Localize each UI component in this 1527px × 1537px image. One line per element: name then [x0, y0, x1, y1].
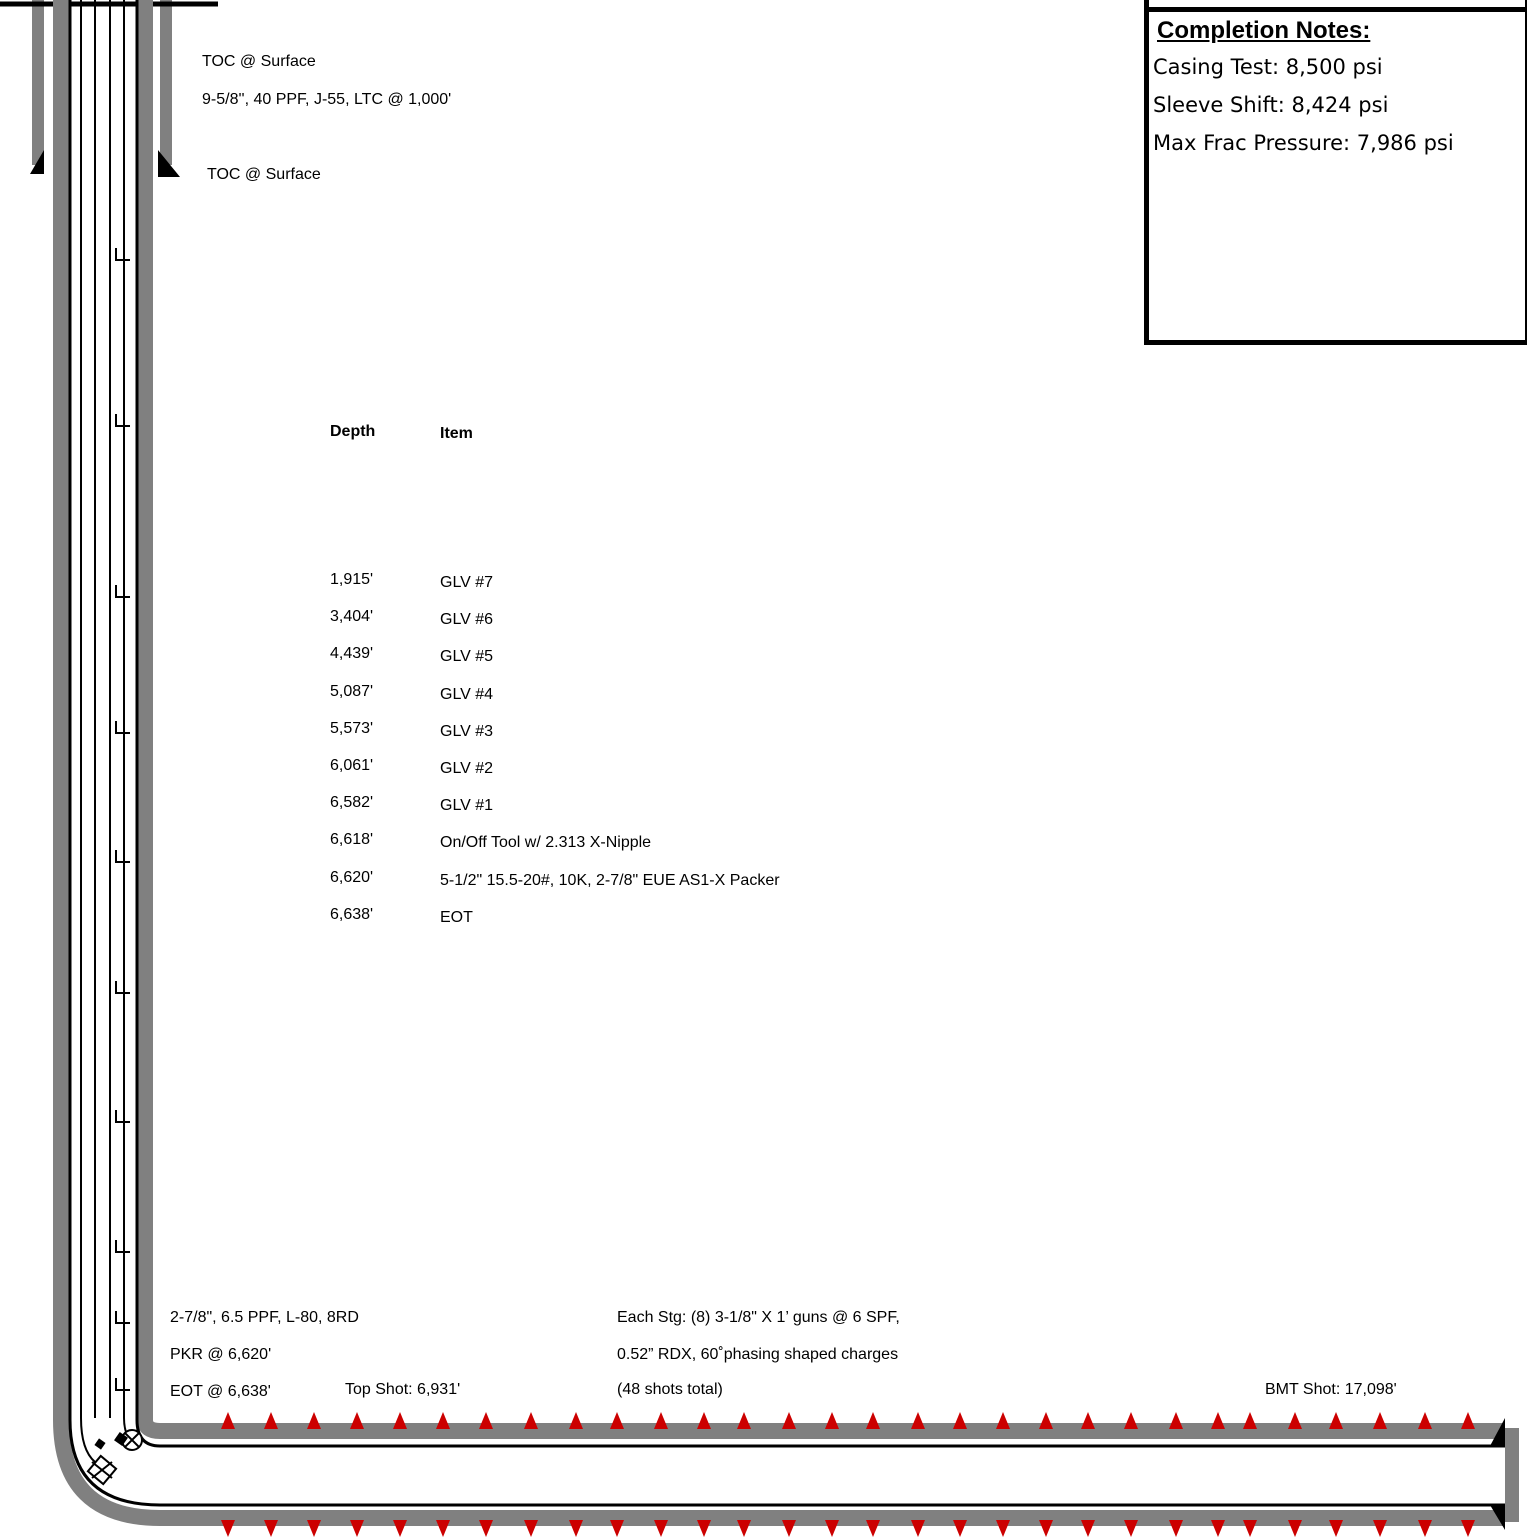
perforation-marker	[1373, 1412, 1387, 1429]
perforation-marker	[1124, 1412, 1138, 1429]
depth-column-header: Depth	[330, 423, 376, 440]
perforation-marker	[307, 1520, 321, 1537]
top-shot-label: Top Shot: 6,931'	[345, 1381, 461, 1398]
perforation-marker	[1169, 1520, 1183, 1537]
perforation-marker	[1243, 1412, 1257, 1429]
perforation-marker	[1169, 1412, 1183, 1429]
perforation-marker	[825, 1520, 839, 1537]
surface-casing-left	[32, 0, 44, 165]
perforation-marker	[953, 1520, 967, 1537]
surface-casing-right	[160, 0, 172, 165]
tubing-end-icon	[94, 1432, 128, 1450]
perforation-marker	[953, 1412, 967, 1429]
perforation-marker	[221, 1412, 235, 1429]
perforation-marker	[1288, 1412, 1302, 1429]
perforation-marker	[1329, 1520, 1343, 1537]
perforation-marker	[1461, 1520, 1475, 1537]
perforation-marker	[524, 1412, 538, 1429]
perforation-marker	[393, 1520, 407, 1537]
bmt-shot-label: BMT Shot: 17,098'	[1265, 1381, 1397, 1398]
table-item-cell: GLV #7	[440, 574, 494, 591]
perforation-marker	[996, 1520, 1010, 1537]
perforation-marker	[1418, 1520, 1432, 1537]
table-depth-cell: 6,620'	[330, 869, 374, 886]
casing-test-note: Casing Test: 8,500 psi	[1153, 55, 1383, 79]
tubing-bend-1	[81, 1418, 95, 1462]
perforation-marker	[436, 1520, 450, 1537]
perforation-marker	[610, 1412, 624, 1429]
perforation-marker	[1039, 1412, 1053, 1429]
perforation-marker	[1081, 1520, 1095, 1537]
stage-line-2: 0.52” RDX, 60˚phasing shaped charges	[617, 1346, 899, 1363]
perforation-marker	[1373, 1520, 1387, 1537]
perforation-marker	[350, 1412, 364, 1429]
table-depth-cell: 6,618'	[330, 831, 374, 848]
eot-label: EOT @ 6,638'	[170, 1383, 271, 1400]
max-frac-note: Max Frac Pressure: 7,986 psi	[1153, 131, 1454, 155]
perforation-marker	[1124, 1520, 1138, 1537]
table-depth-cell: 5,087'	[330, 683, 374, 700]
table-depth-cell: 6,638'	[330, 906, 374, 923]
perforation-marker	[866, 1412, 880, 1429]
perforation-marker	[911, 1520, 925, 1537]
table-depth-cell: 1,915'	[330, 571, 374, 588]
perforation-marker	[569, 1412, 583, 1429]
perforation-marker	[264, 1520, 278, 1537]
table-depth-cell: 6,061'	[330, 757, 374, 774]
table-item-cell: On/Off Tool w/ 2.313 X-Nipple	[440, 834, 652, 851]
perforation-marker	[221, 1520, 235, 1537]
production-toc-label: TOC @ Surface	[207, 166, 321, 183]
perforation-marker	[307, 1412, 321, 1429]
perforation-marker	[1039, 1520, 1053, 1537]
perforation-marker	[1211, 1520, 1225, 1537]
perforation-marker	[1329, 1412, 1343, 1429]
table-item-cell: GLV #2	[440, 760, 494, 777]
perforation-marker	[697, 1520, 711, 1537]
table-item-cell: EOT	[440, 909, 473, 926]
perforation-marker	[264, 1412, 278, 1429]
table-item-cell: GLV #5	[440, 648, 494, 665]
perforation-marker	[1243, 1520, 1257, 1537]
perforation-marker	[350, 1520, 364, 1537]
perforation-marker	[1288, 1520, 1302, 1537]
perforation-marker	[782, 1412, 796, 1429]
completion-notes-box	[1144, 0, 1527, 345]
table-depth-cell: 4,439'	[330, 645, 374, 662]
notes-divider	[1149, 7, 1525, 12]
casing-toe	[1505, 1428, 1519, 1522]
table-depth-cell: 3,404'	[330, 608, 374, 625]
table-item-cell: GLV #1	[440, 797, 494, 814]
table-item-cell: GLV #6	[440, 611, 494, 628]
perforation-marker	[524, 1520, 538, 1537]
perforation-marker	[737, 1520, 751, 1537]
perforation-marker	[782, 1520, 796, 1537]
table-item-cell: GLV #3	[440, 723, 494, 740]
perforation-marker	[479, 1520, 493, 1537]
perforation-marker	[479, 1412, 493, 1429]
tubing-label: 2-7/8", 6.5 PPF, L-80, 8RD	[170, 1309, 359, 1326]
table-depth-cell: 5,573'	[330, 720, 374, 737]
perforation-marker	[1418, 1412, 1432, 1429]
perforation-marker	[436, 1412, 450, 1429]
perforation-marker	[996, 1412, 1010, 1429]
perforation-marker	[1461, 1412, 1475, 1429]
stage-line-3: (48 shots total)	[617, 1381, 723, 1398]
table-item-cell: 5-1/2" 15.5-20#, 10K, 2-7/8" EUE AS1-X Packer	[440, 872, 780, 889]
table-depth-cell: 6,582'	[330, 794, 374, 811]
perforation-marker	[393, 1412, 407, 1429]
perforation-marker	[654, 1520, 668, 1537]
completion-notes-title: Completion Notes:	[1157, 17, 1371, 44]
perforation-marker	[654, 1412, 668, 1429]
perforation-marker	[1211, 1412, 1225, 1429]
perforation-marker	[569, 1520, 583, 1537]
surface-toc-label: TOC @ Surface	[202, 53, 316, 70]
perforation-marker	[737, 1412, 751, 1429]
perforation-marker	[697, 1412, 711, 1429]
perforation-marker	[825, 1412, 839, 1429]
item-column-header: Item	[440, 425, 473, 442]
perforation-marker	[911, 1412, 925, 1429]
perforation-marker	[1081, 1412, 1095, 1429]
perforation-marker	[610, 1520, 624, 1537]
packer-label: PKR @ 6,620'	[170, 1346, 272, 1363]
perforation-marker	[866, 1520, 880, 1537]
stage-line-1: Each Stg: (8) 3-1/8" X 1’ guns @ 6 SPF,	[617, 1309, 900, 1326]
table-item-cell: GLV #4	[440, 686, 494, 703]
sleeve-shift-note: Sleeve Shift: 8,424 psi	[1153, 93, 1389, 117]
surface-casing-label: 9-5/8'', 40 PPF, J-55, LTC @ 1,000'	[202, 91, 452, 108]
